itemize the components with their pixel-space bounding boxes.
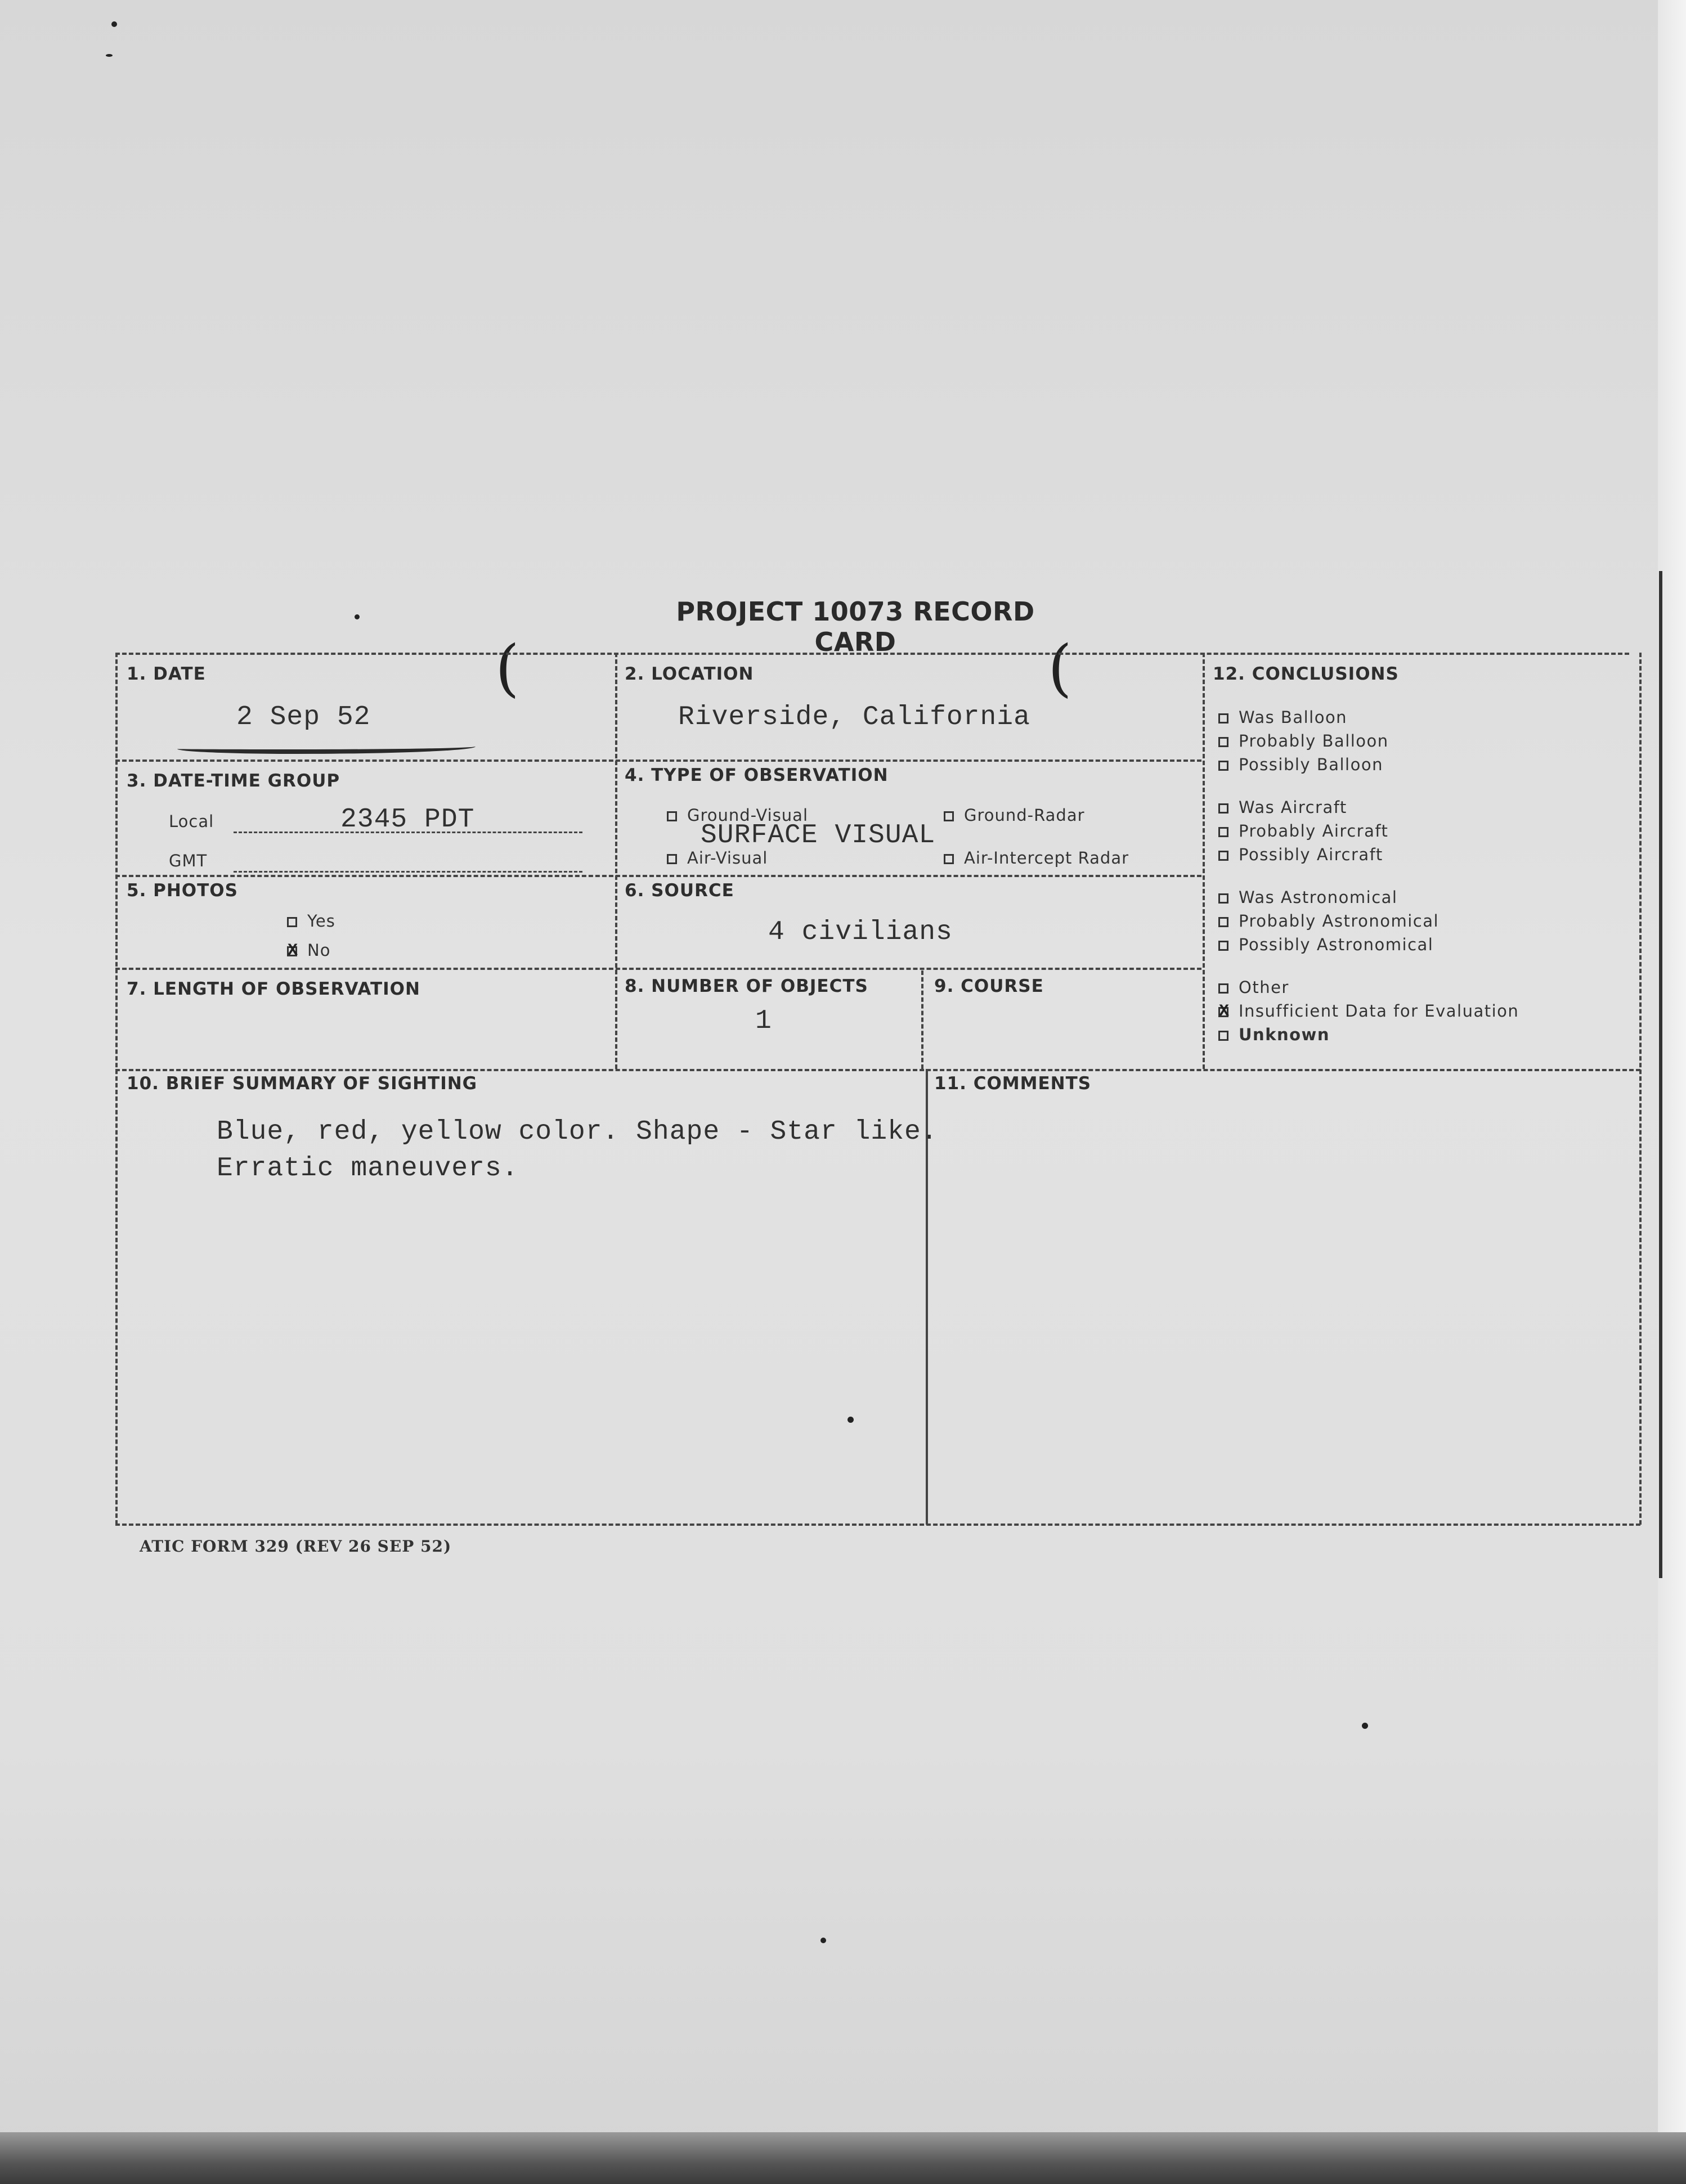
checkbox [287,917,297,927]
conclusions-label: 12. CONCLUSIONS [1213,664,1399,684]
speck-mark [111,21,117,27]
row-divider [115,760,1201,762]
speck-mark [1362,1723,1368,1729]
length-of-observation-label: 7. LENGTH OF OBSERVATION [127,979,420,999]
local-time-value: 2345 PDT [340,805,475,835]
conclusion-item: Was Aircraft [1218,798,1347,817]
checkbox [1218,761,1228,771]
conclusion-item: Probably Astronomical [1218,911,1439,931]
speck-mark [106,54,113,57]
checkbox [1218,737,1228,747]
course-label: 9. COURSE [934,976,1044,996]
option-air-intercept-radar: Air-Intercept Radar [944,848,1129,868]
comments-label: 11. COMMENTS [934,1073,1092,1094]
observation-typed-value: SURFACE VISUAL [701,820,936,851]
checkbox-checked [287,946,297,956]
checkbox [1218,917,1228,927]
checkbox [1218,803,1228,814]
row-divider [115,1069,1640,1071]
column-divider [921,970,923,1069]
date-time-group-label: 3. DATE-TIME GROUP [127,771,340,791]
card-top-border [115,653,1629,655]
row-divider [115,968,1201,970]
row-divider [115,875,1201,877]
checkbox [944,811,954,821]
record-card [115,653,1640,1526]
source-value: 4 civilians [768,917,953,947]
summary-line-1: Blue, red, yellow color. Shape - Star like. [217,1117,938,1147]
number-of-objects-value: 1 [755,1006,772,1036]
option-ground-visual: Ground-Visual [667,806,808,825]
source-label: 6. SOURCE [625,880,734,901]
conclusion-item: Was Astronomical [1218,888,1397,907]
column-divider [615,653,617,1069]
checkbox [1218,893,1228,904]
location-value: Riverside, California [678,702,1030,733]
brief-summary-label: 10. BRIEF SUMMARY OF SIGHTING [127,1073,478,1094]
card-right-border [1639,653,1642,1525]
paren-mark: ( [495,632,519,704]
checkbox [1218,851,1228,861]
conclusion-item: Possibly Astronomical [1218,935,1433,954]
form-identifier: ATIC FORM 329 (REV 26 SEP 52) [140,1537,452,1556]
card-bottom-border [115,1524,1640,1526]
card-title: PROJECT 10073 RECORD CARD [676,596,1035,657]
speck-mark [820,1938,826,1943]
checkbox [667,811,677,821]
conclusion-item: Probably Balloon [1218,731,1389,751]
checkbox [944,854,954,864]
film-strip [0,2132,1686,2184]
photos-label: 5. PHOTOS [127,880,238,901]
date-label: 1. DATE [127,664,206,684]
gmt-label: GMT [169,851,208,870]
gmt-line [234,871,582,873]
conclusion-item: Unknown [1218,1025,1330,1044]
location-label: 2. LOCATION [625,664,754,684]
speck-mark [355,614,360,619]
summary-line-2: Erratic maneuvers. [217,1153,519,1184]
checkbox [1218,941,1228,951]
checkbox [1218,983,1228,994]
date-value: 2 Sep 52 [236,702,371,733]
conclusion-item: Possibly Aircraft [1218,845,1383,864]
option-air-visual: Air-Visual [667,848,768,868]
column-divider [1203,653,1205,1069]
photos-no-option: XNo [287,941,330,960]
conclusion-item-checked: XInsufficient Data for Evaluation [1218,1001,1519,1021]
checkbox [1218,713,1228,723]
checkbox-checked [1218,1007,1228,1017]
option-ground-radar: Ground-Radar [944,806,1085,825]
photos-yes-option: Yes [287,911,335,931]
conclusion-item: Was Balloon [1218,708,1347,727]
local-label: Local [169,812,214,831]
card-left-border [115,653,118,1525]
checkbox [667,854,677,864]
scan-border-line [1659,571,1662,1578]
number-of-objects-label: 8. NUMBER OF OBJECTS [625,976,868,996]
conclusion-item: Possibly Balloon [1218,755,1383,774]
local-time-line [234,832,582,833]
type-of-observation-label: 4. TYPE OF OBSERVATION [625,765,889,785]
conclusion-item: Other [1218,978,1289,997]
paren-mark: ( [1048,632,1072,704]
checkbox [1218,1031,1228,1041]
conclusion-item: Probably Aircraft [1218,821,1388,841]
checkbox [1218,827,1228,837]
